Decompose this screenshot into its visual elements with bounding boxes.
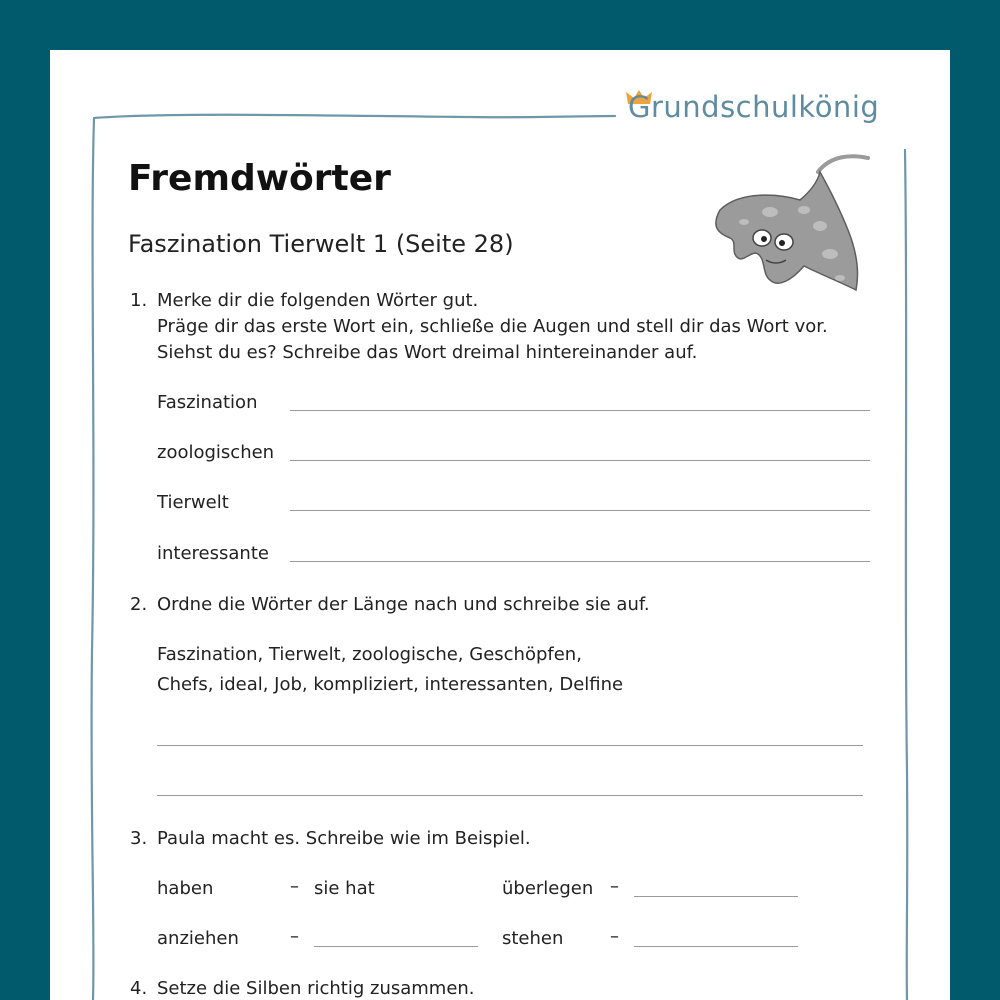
verb: stehen: [502, 928, 564, 949]
page-subtitle: Faszination Tierwelt 1 (Seite 28): [128, 230, 514, 258]
practice-word: zoologischen: [157, 442, 275, 463]
verb: überlegen: [502, 878, 594, 899]
dash: –: [290, 876, 299, 897]
word-list: Faszination, Tierwelt, zoologische, Geschöpfen,: [157, 644, 582, 665]
dash: –: [610, 876, 619, 897]
brand-logo: Grundschulkönig: [628, 90, 880, 124]
task-number: 3.: [130, 828, 148, 849]
task-number: 2.: [130, 594, 148, 615]
task-instruction: Siehst du es? Schreibe das Wort dreimal hintereinander auf.: [157, 342, 698, 363]
practice-word: Tierwelt: [157, 492, 229, 513]
task-number: 1.: [130, 290, 148, 311]
practice-word: Faszination: [157, 392, 258, 413]
word-list: Chefs, ideal, Job, kompliziert, interessanten, Delfine: [157, 674, 624, 695]
task-instruction: Setze die Silben richtig zusammen.: [157, 978, 475, 999]
task-instruction: Paula macht es. Schreibe wie im Beispiel.: [157, 828, 531, 849]
practice-word: interessante: [157, 543, 269, 564]
writing-line[interactable]: [157, 795, 863, 796]
answer-line[interactable]: [634, 946, 798, 947]
writing-line[interactable]: [290, 460, 870, 461]
answer-line[interactable]: [314, 946, 478, 947]
writing-line[interactable]: [290, 410, 870, 411]
answer-line[interactable]: [634, 896, 798, 897]
writing-line[interactable]: [157, 745, 863, 746]
example-answer: sie hat: [314, 878, 375, 899]
page-title: Fremdwörter: [128, 158, 391, 199]
task-instruction: Ordne die Wörter der Länge nach und schreibe sie auf.: [157, 594, 650, 615]
stingray-illustration: [700, 150, 880, 300]
writing-line[interactable]: [290, 561, 870, 562]
task-instruction: Präge dir das erste Wort ein, schließe die Augen und stell dir das Wort vor.: [157, 316, 828, 337]
worksheet-page: [50, 50, 950, 1000]
writing-line[interactable]: [290, 510, 870, 511]
dash: –: [290, 926, 299, 947]
verb: anziehen: [157, 928, 239, 949]
verb: haben: [157, 878, 214, 899]
dash: –: [610, 926, 619, 947]
task-instruction: Merke dir die folgenden Wörter gut.: [157, 290, 479, 311]
task-number: 4.: [130, 978, 148, 999]
